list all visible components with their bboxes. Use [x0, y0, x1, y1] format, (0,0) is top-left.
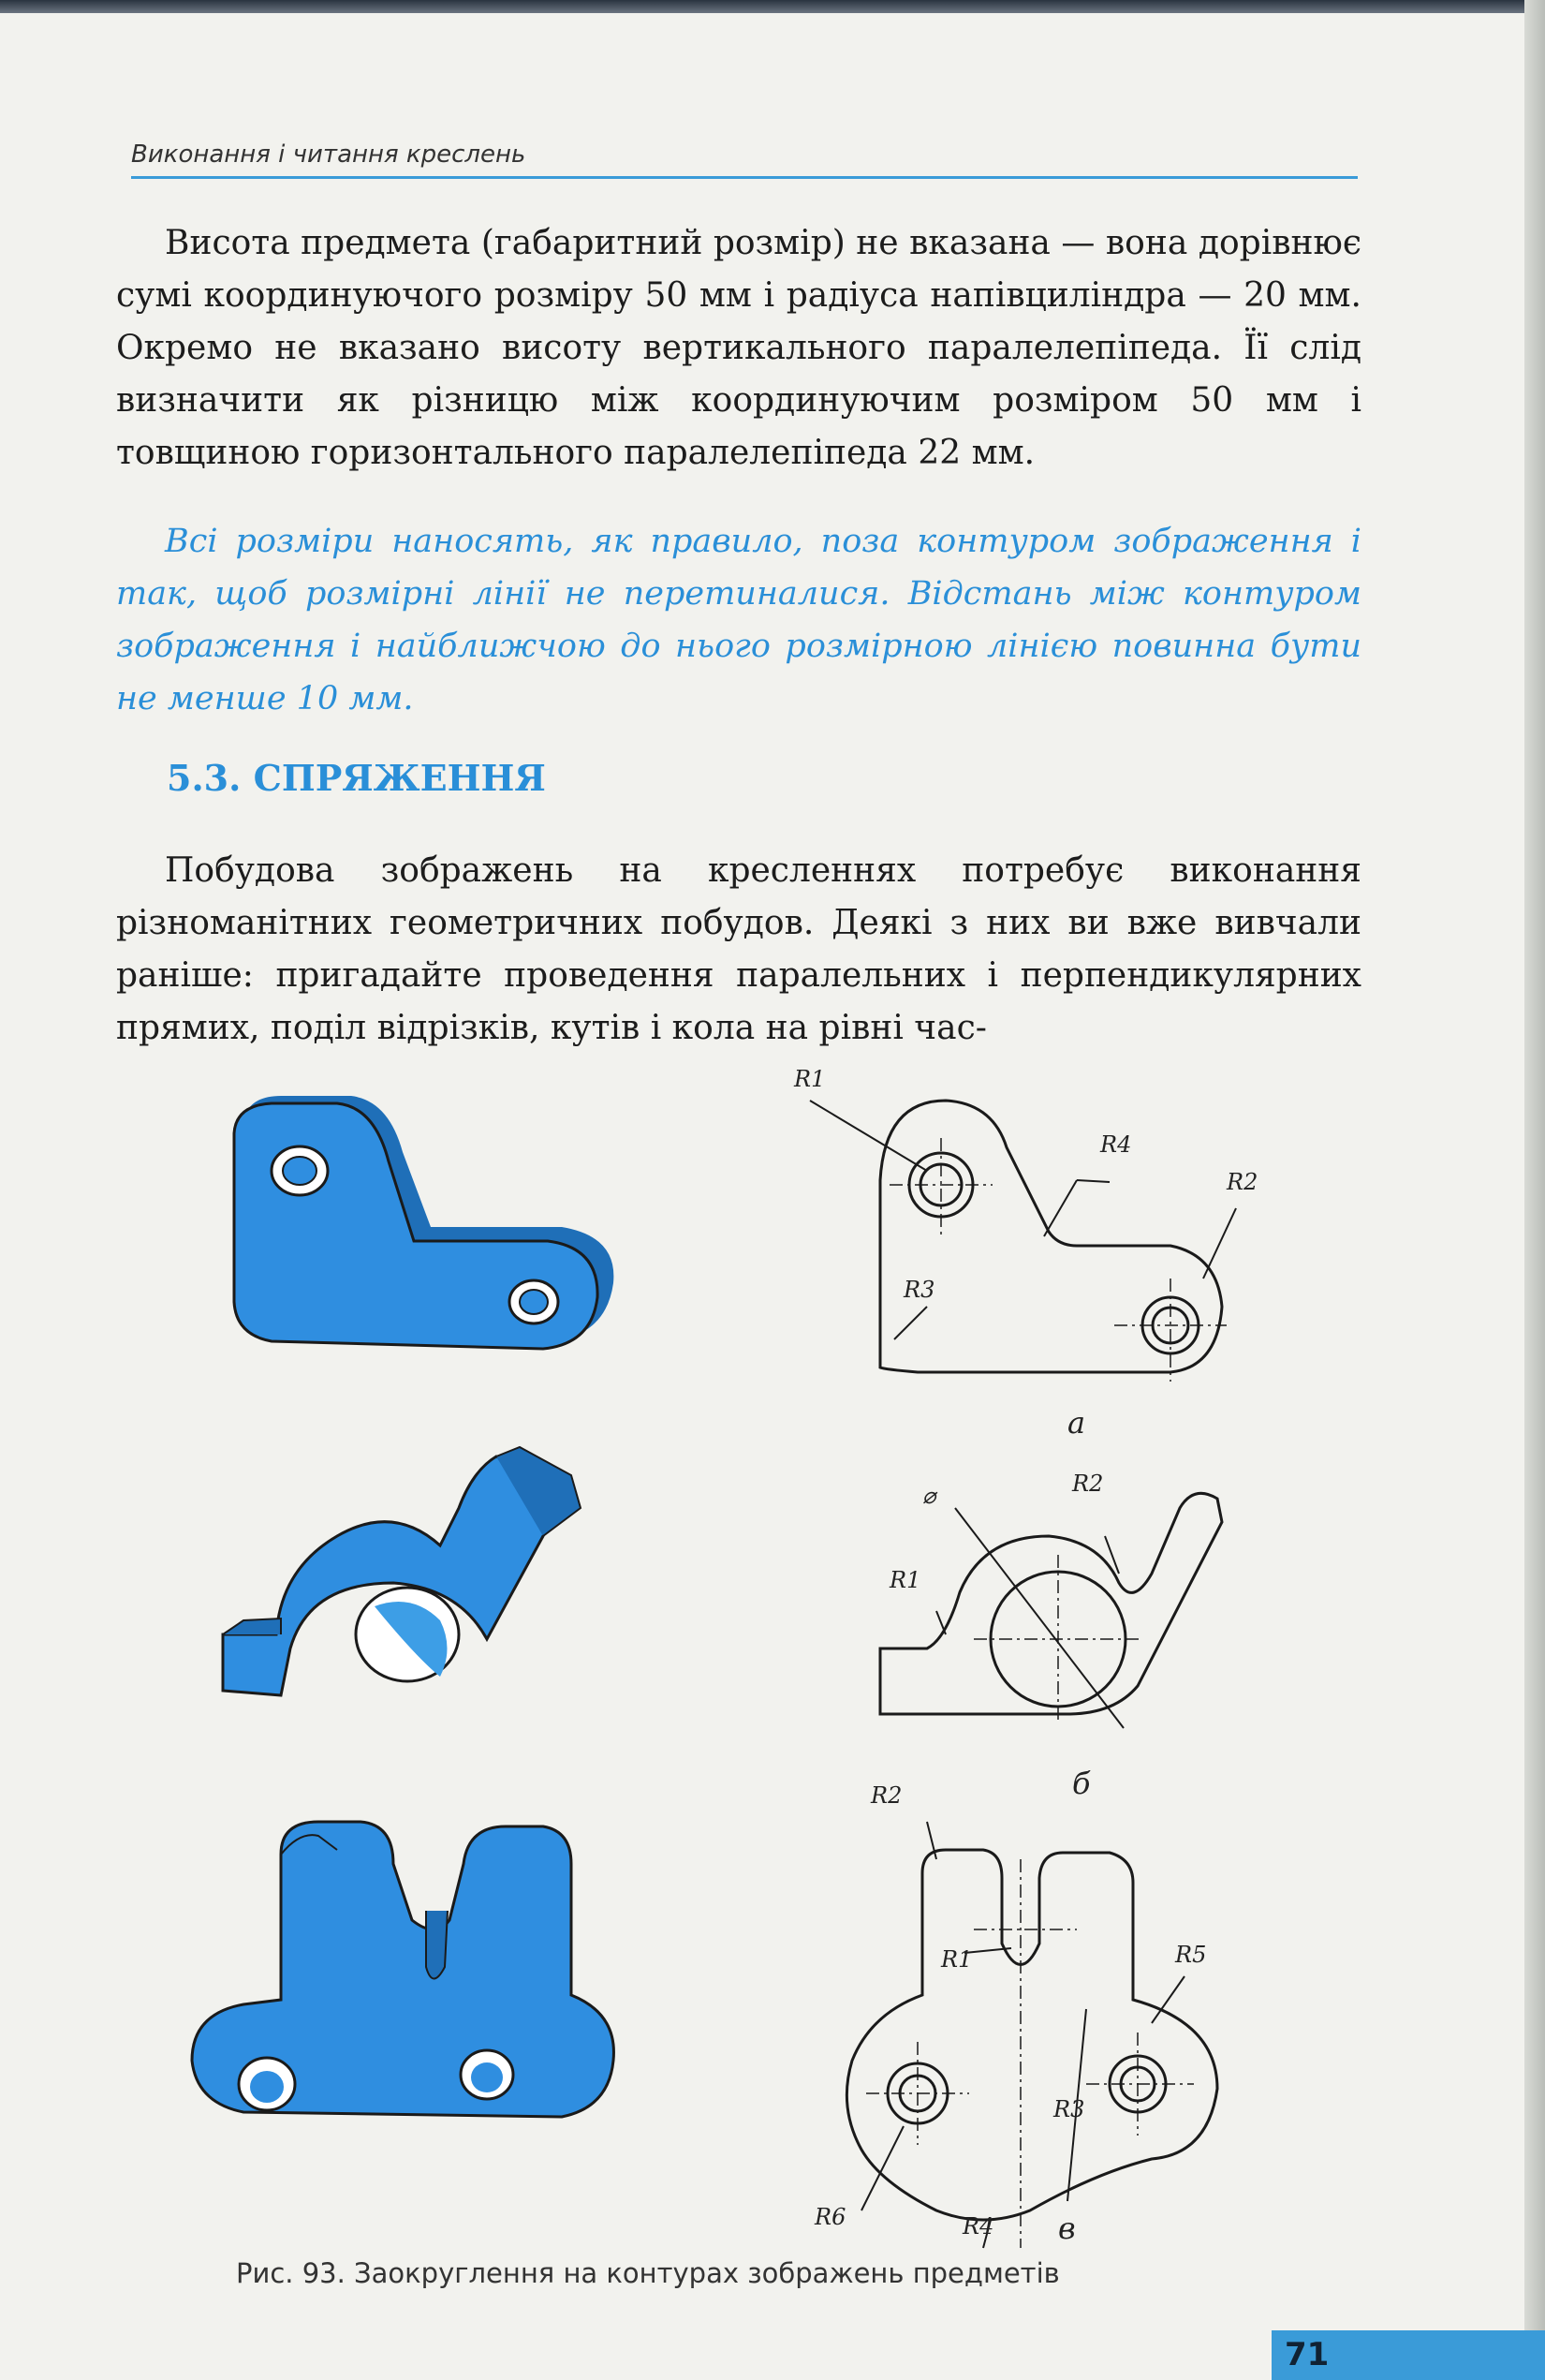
- page-number: 71: [1285, 2336, 1330, 2373]
- drawing-c-label-r4: R4: [963, 2213, 994, 2240]
- drawing-a: [810, 1101, 1236, 1382]
- model-b-illustration: [223, 1447, 581, 1695]
- drawing-c-label-r6: R6: [815, 2204, 846, 2230]
- drawing-b-label-r1: R1: [890, 1567, 921, 1593]
- figure-caption: Рис. 93. Заокруглення на контурах зображень предметів: [236, 2257, 1060, 2289]
- drawing-c-label-r2: R2: [871, 1782, 903, 1809]
- drawing-a-label-r3: R3: [904, 1277, 935, 1303]
- paragraph-constructions: Побудова зображень на кресленнях потребує виконання різноманітних геометричних побудов. Деякі з них ви вже вивчали раніше: пригадайте проведення паралельних і перпендикулярних прямих, поділ відрізків, кутів і кола на рівні час-: [116, 851, 1361, 1047]
- model-a-illustration: [234, 1096, 613, 1349]
- subfigure-c-label: в: [1058, 2210, 1076, 2246]
- drawing-a-label-r2: R2: [1227, 1169, 1258, 1195]
- section-title: 5.3. СПРЯЖЕННЯ: [167, 757, 546, 799]
- running-header: Виконання і читання креслень: [131, 140, 526, 169]
- drawing-b-label-diameter: ⌀: [922, 1483, 936, 1509]
- rule-note: Всі розміри наносять, як правило, поза контуром зображення і так, щоб розмірні лінії не перетиналися. Відстань між контуром зображення і найближчою до нього розмірною лінією повинна бути не менше 10 мм.: [116, 523, 1361, 717]
- subfigure-b-label: б: [1072, 1766, 1091, 1801]
- drawing-b: [880, 1493, 1222, 1728]
- drawing-a-label-r4: R4: [1100, 1131, 1132, 1158]
- drawing-b-label-r2: R2: [1072, 1471, 1104, 1497]
- model-c-illustration: [192, 1822, 613, 2117]
- subfigure-a-label: а: [1067, 1405, 1086, 1441]
- paragraph-height-dimension: Висота предмета (габаритний розмір) не вказана — вона дорівнює сумі координуючого розміру 50 мм і радіуса напівциліндра — 20 мм. Окремо не вказано висоту вертикального паралелепіпеда. Її слід визначити як різницю між координуючим розміром 50 мм і товщиною горизонтального паралелепіпеда 22 мм.: [116, 224, 1361, 472]
- drawing-c-label-r3: R3: [1053, 2096, 1085, 2122]
- drawing-c-label-r1: R1: [941, 1946, 973, 1973]
- drawing-c-label-r5: R5: [1175, 1942, 1207, 1968]
- drawing-a-label-r1: R1: [794, 1066, 826, 1092]
- drawing-c: [846, 1822, 1217, 2248]
